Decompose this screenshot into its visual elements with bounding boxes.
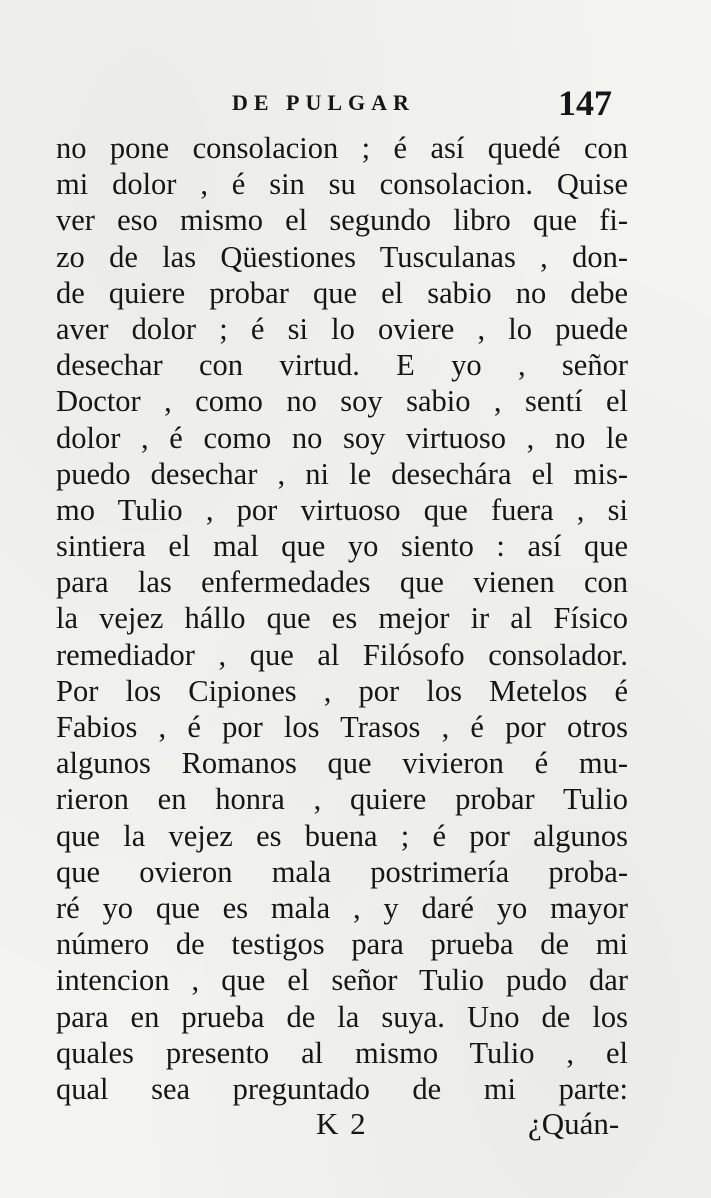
text-line: rieron en honra , quiere probar Tulio: [56, 782, 628, 817]
text-line: que la vejez es buena ; é por algunos: [56, 818, 628, 853]
body-text: [56, 130, 628, 1107]
text-line: qual sea preguntado de mi parte:: [56, 1071, 628, 1106]
text-line: Por los Cipiones , por los Metelos é: [56, 673, 628, 708]
text-line: ré yo que es mala , y daré yo mayor: [56, 890, 628, 925]
page-number: 147: [558, 83, 612, 123]
text-line: desechar con virtud. E yo , señor: [56, 348, 628, 383]
text-line: número de testigos para prueba de mi: [56, 927, 628, 962]
text-line: no pone consolacion ; é así quedé con: [56, 131, 628, 165]
text-line: puedo desechar , ni le desechára el mis-: [56, 456, 628, 491]
text-line: quales presento al mismo Tulio , el: [56, 1035, 628, 1070]
text-line: Doctor , como no soy sabio , sentí el: [56, 384, 628, 419]
text-line: para las enfermedades que vienen con: [56, 565, 628, 600]
text-line: aver dolor ; é si lo oviere , lo puede: [56, 311, 628, 346]
text-line: algunos Romanos que vivieron é mu-: [56, 746, 628, 781]
text-line: dolor , é como no soy virtuoso , no le: [56, 420, 628, 455]
text-line: intencion , que el señor Tulio pudo dar: [56, 963, 628, 998]
text-line: que ovieron mala postrimería proba-: [56, 854, 628, 889]
page-footer: [0, 1106, 711, 1150]
text-line: mo Tulio , por virtuoso que fuera , si: [56, 492, 628, 527]
signature-mark: K 2: [316, 1106, 368, 1141]
text-line: de quiere probar que el sabio no debe: [56, 275, 628, 310]
catchword: ¿Quán-: [528, 1106, 620, 1141]
text-line: remediador , que al Filósofo consolador.: [56, 637, 628, 672]
text-line: para en prueba de la suya. Uno de los: [56, 999, 628, 1034]
running-head: DE PULGAR: [232, 90, 415, 115]
text-line: ver eso mismo el segundo libro que fi-: [56, 203, 628, 238]
text-line: Fabios , é por los Trasos , é por otros: [56, 710, 628, 744]
text-line: mi dolor , é sin su consolacion. Quise: [56, 167, 628, 202]
text-line: sintiera el mal que yo siento : así que: [56, 529, 628, 564]
text-line: zo de las Qüestiones Tusculanas , don-: [56, 239, 628, 274]
page-header: [0, 83, 711, 128]
text-line: la vejez hállo que es mejor ir al Físico: [56, 601, 628, 636]
